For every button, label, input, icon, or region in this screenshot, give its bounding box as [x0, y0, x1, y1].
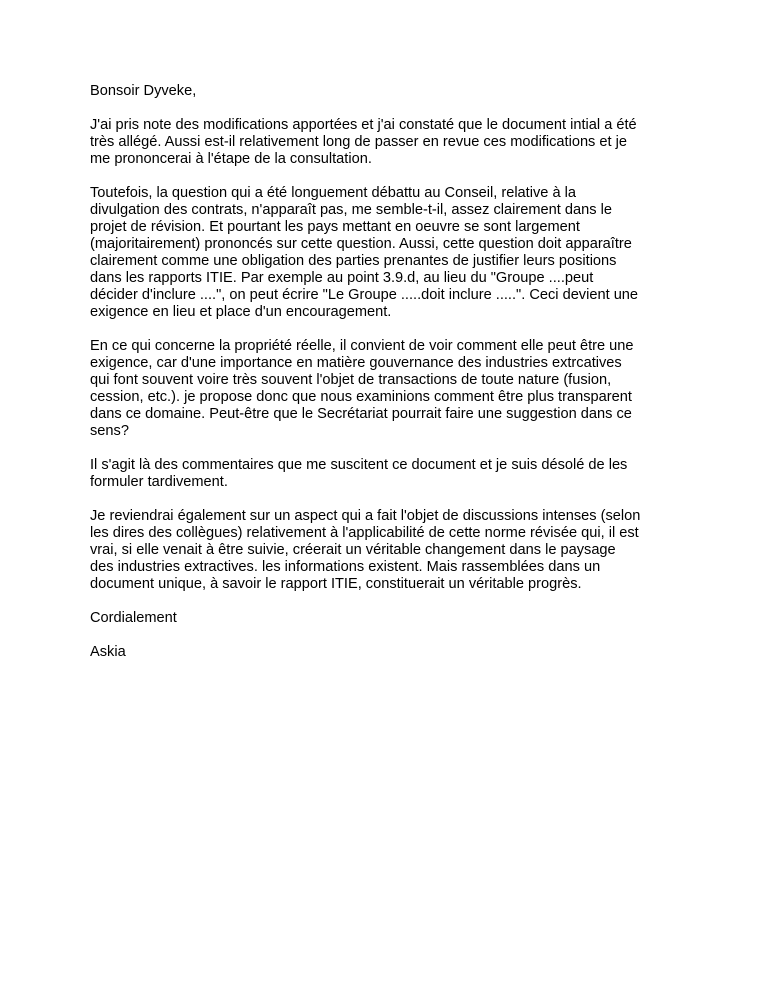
signature	[90, 644, 690, 661]
paragraph-3	[90, 338, 690, 440]
paragraph-2	[90, 185, 690, 321]
text-line: dans les rapports ITIE. Par exemple au point 3.9.d, au lieu du "Groupe ....peut	[90, 270, 594, 286]
text-line: (majoritairement) prononcés sur cette question. Aussi, cette question doit apparaître	[90, 236, 632, 252]
letter-document	[90, 83, 690, 678]
paragraph-1	[90, 117, 690, 168]
closing-text: Cordialement	[90, 610, 177, 626]
text-line: qui font souvent voire très souvent l'objet de transactions de toute nature (fusion,	[90, 372, 612, 388]
text-line: formuler tardivement.	[90, 474, 228, 490]
text-line: divulgation des contrats, n'apparaît pas, me semble-t-il, assez clairement dans le	[90, 202, 612, 218]
text-line: clairement comme une obligation des parties prenantes de justifier leurs positions	[90, 253, 617, 269]
text-line: J'ai pris note des modifications apportées et j'ai constaté que le document intial a été	[90, 117, 637, 133]
text-line: Je reviendrai également sur un aspect qui a fait l'objet de discussions intenses (selon	[90, 508, 641, 524]
closing	[90, 610, 690, 627]
text-line: exigence, car d'une importance en matière gouvernance des industries extrcatives	[90, 355, 622, 371]
signature-text: Askia	[90, 644, 126, 660]
text-line: dans ce domaine. Peut-être que le Secrétariat pourrait faire une suggestion dans ce	[90, 406, 632, 422]
text-line: décider d'inclure ....", on peut écrire "Le Groupe .....doit inclure .....". Ceci devient une	[90, 287, 639, 303]
greeting	[90, 83, 690, 100]
text-line: Il s'agit là des commentaires que me suscitent ce document et je suis désolé de les	[90, 457, 628, 473]
text-line: me prononcerai à l'étape de la consultation.	[90, 151, 372, 167]
text-line: Toutefois, la question qui a été longuement débattu au Conseil, relative à la	[90, 185, 576, 201]
paragraph-4	[90, 457, 690, 491]
text-line: cession, etc.). je propose donc que nous examinions comment être plus transparent	[90, 389, 632, 405]
text-line: vrai, si elle venait à être suivie, créerait un véritable changement dans le paysage	[90, 542, 616, 558]
paragraph-5	[90, 508, 690, 593]
text-line: sens?	[90, 423, 129, 439]
text-line: exigence en lieu et place d'un encouragement.	[90, 304, 392, 320]
text-line: des industries extractives. les informations existent. Mais rassemblées dans un	[90, 559, 601, 575]
text-line: document unique, à savoir le rapport ITIE, constituerait un véritable progrès.	[90, 576, 582, 592]
greeting-text: Bonsoir Dyveke,	[90, 83, 197, 99]
text-line: les dires des collègues) relativement à l'applicabilité de cette norme révisée qui, il est	[90, 525, 639, 541]
text-line: projet de révision. Et pourtant les pays mettant en oeuvre se sont largement	[90, 219, 580, 235]
text-line: En ce qui concerne la propriété réelle, il convient de voir comment elle peut être une	[90, 338, 634, 354]
text-line: très allégé. Aussi est-il relativement long de passer en revue ces modifications et je	[90, 134, 627, 150]
